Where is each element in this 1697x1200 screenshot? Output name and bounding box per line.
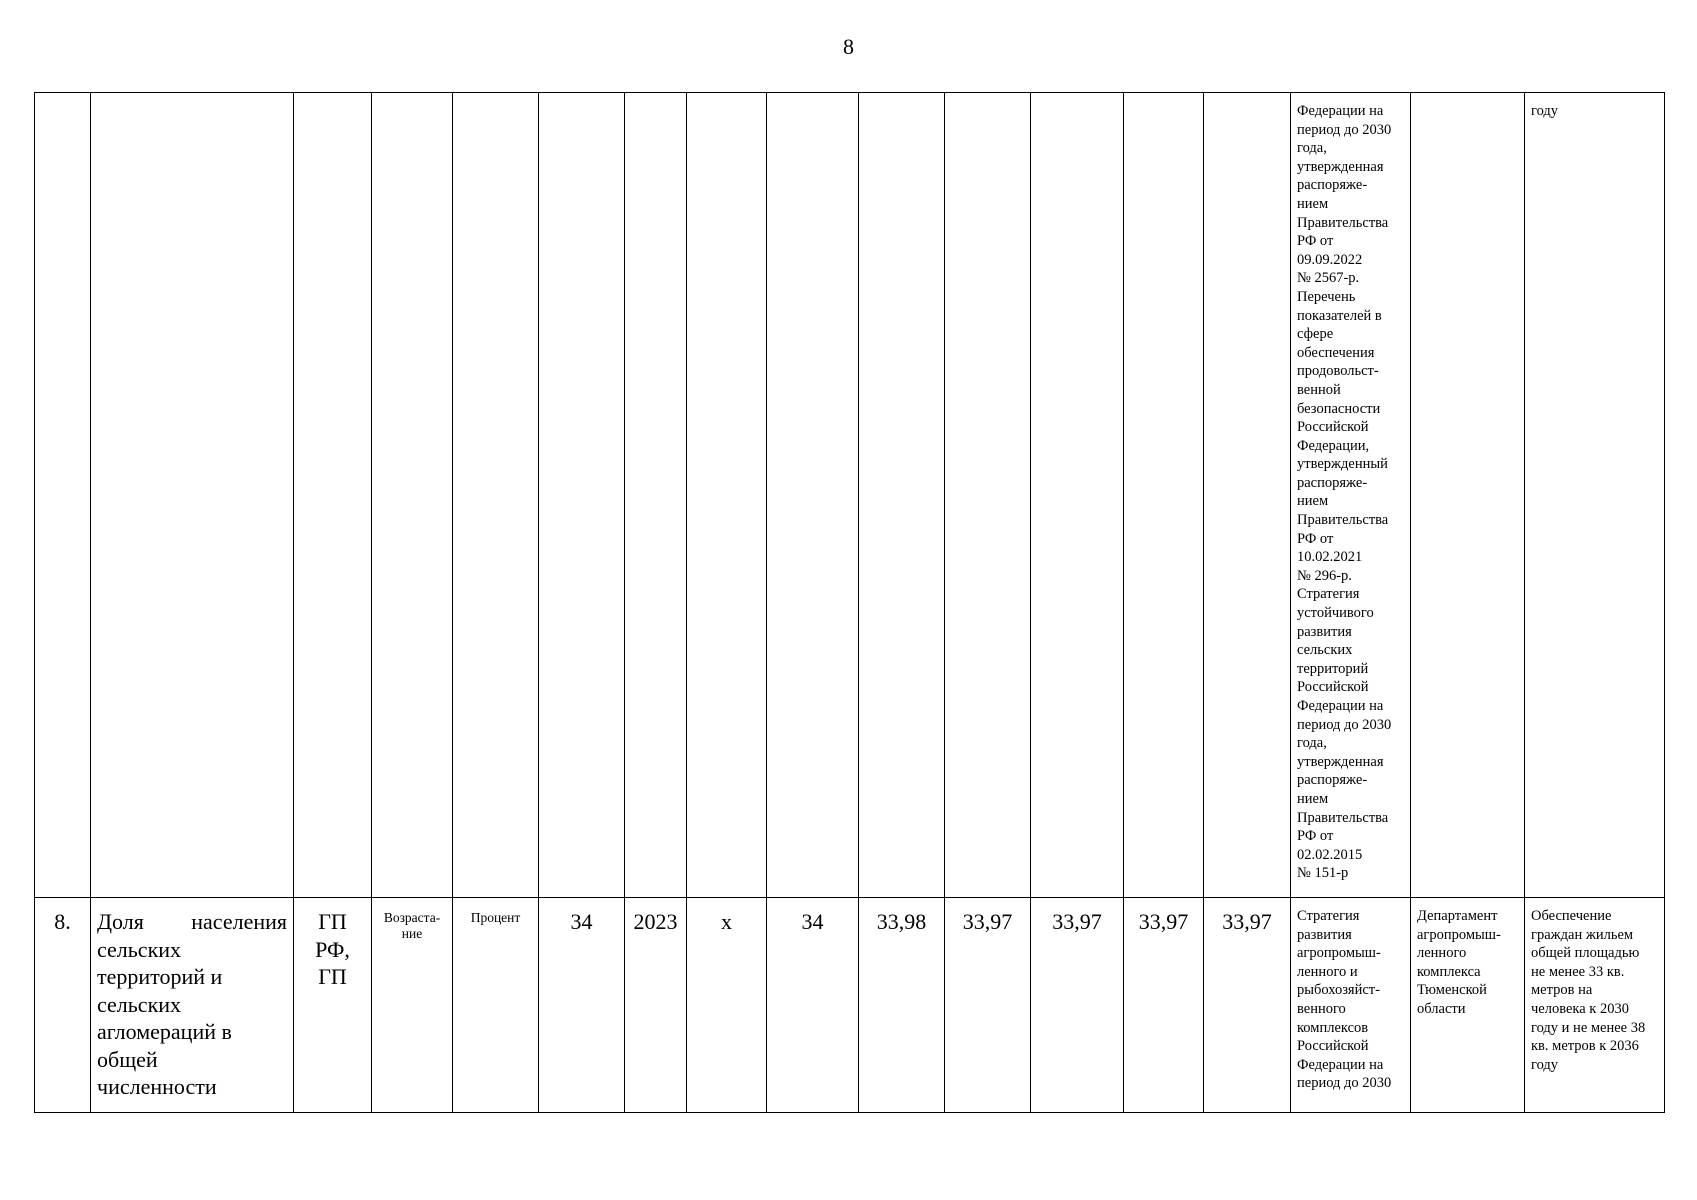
indicator-level: ГП РФ, ГП (294, 898, 372, 1113)
indicator-name-rest: сельских территорий и сельских агломераций в общей численности (97, 936, 232, 1099)
col-x-cell (687, 93, 767, 898)
basis-document-cell: Федерации на период до 2030 года, утвержденная распоряже- нием Правительства РФ от 09.09.2022 № 2567-р. Перечень показателей в сфере обеспечения продовольст- венной безопасности Российской Федерации, утвержденный распоряже- нием Правительства РФ от 10.02.2021 № 296-р. Стратегия устойчивого развития сельских территорий Российской Федерации на период до 2030 года, утвержденная распоряже- нием Правительства РФ от 02.02.2015 № 151-р (1291, 93, 1411, 898)
value-2027-cell (1031, 93, 1124, 898)
responsible-cell (1411, 93, 1525, 898)
indicator-name-word-1: Доля (97, 909, 144, 934)
row-number: 8. (35, 898, 91, 1113)
value-2026: 33,97 (945, 898, 1031, 1113)
basis-document: Стратегия развития агропромыш- ленного и рыбохозяйст- венного комплексов Российской Федерации на период до 2030 (1291, 898, 1411, 1113)
indicator-unit: Процент (453, 898, 539, 1113)
value-2028: 33,97 (1124, 898, 1204, 1113)
table-row-continuation (35, 93, 1665, 898)
base-year: 2023 (625, 898, 687, 1113)
value-2027: 33,97 (1031, 898, 1124, 1113)
trend-cell (372, 93, 453, 898)
value-2025: 33,98 (859, 898, 945, 1113)
responsible-body: Департамент агропромыш- ленного комплекса Тюменской области (1411, 898, 1525, 1113)
result-cell: году (1525, 93, 1665, 898)
indicators-table (34, 92, 1665, 1113)
base-value: 34 (539, 898, 625, 1113)
base-value-cell (539, 93, 625, 898)
indicator-trend: Возраста- ние (372, 898, 453, 1113)
indicator-name-cell (91, 93, 294, 898)
value-2025-cell (859, 93, 945, 898)
base-year-cell (625, 93, 687, 898)
page-number: 8 (843, 34, 854, 59)
col-x-value: х (687, 898, 767, 1113)
value-2024: 34 (767, 898, 859, 1113)
level-cell (294, 93, 372, 898)
indicator-name-word-2: населения (191, 909, 287, 934)
indicator-name-first-line (97, 908, 287, 936)
indicator-name (91, 898, 294, 1113)
value-2024-cell (767, 93, 859, 898)
unit-cell (453, 93, 539, 898)
value-2029-cell (1204, 93, 1291, 898)
expected-result: Обеспечение граждан жильем общей площадью не менее 33 кв. метров на человека к 2030 году и не менее 38 кв. метров к 2036 году (1525, 898, 1665, 1113)
value-2029: 33,97 (1204, 898, 1291, 1113)
table-row-8 (35, 898, 1665, 1113)
value-2026-cell (945, 93, 1031, 898)
value-2028-cell (1124, 93, 1204, 898)
number-cell (35, 93, 91, 898)
